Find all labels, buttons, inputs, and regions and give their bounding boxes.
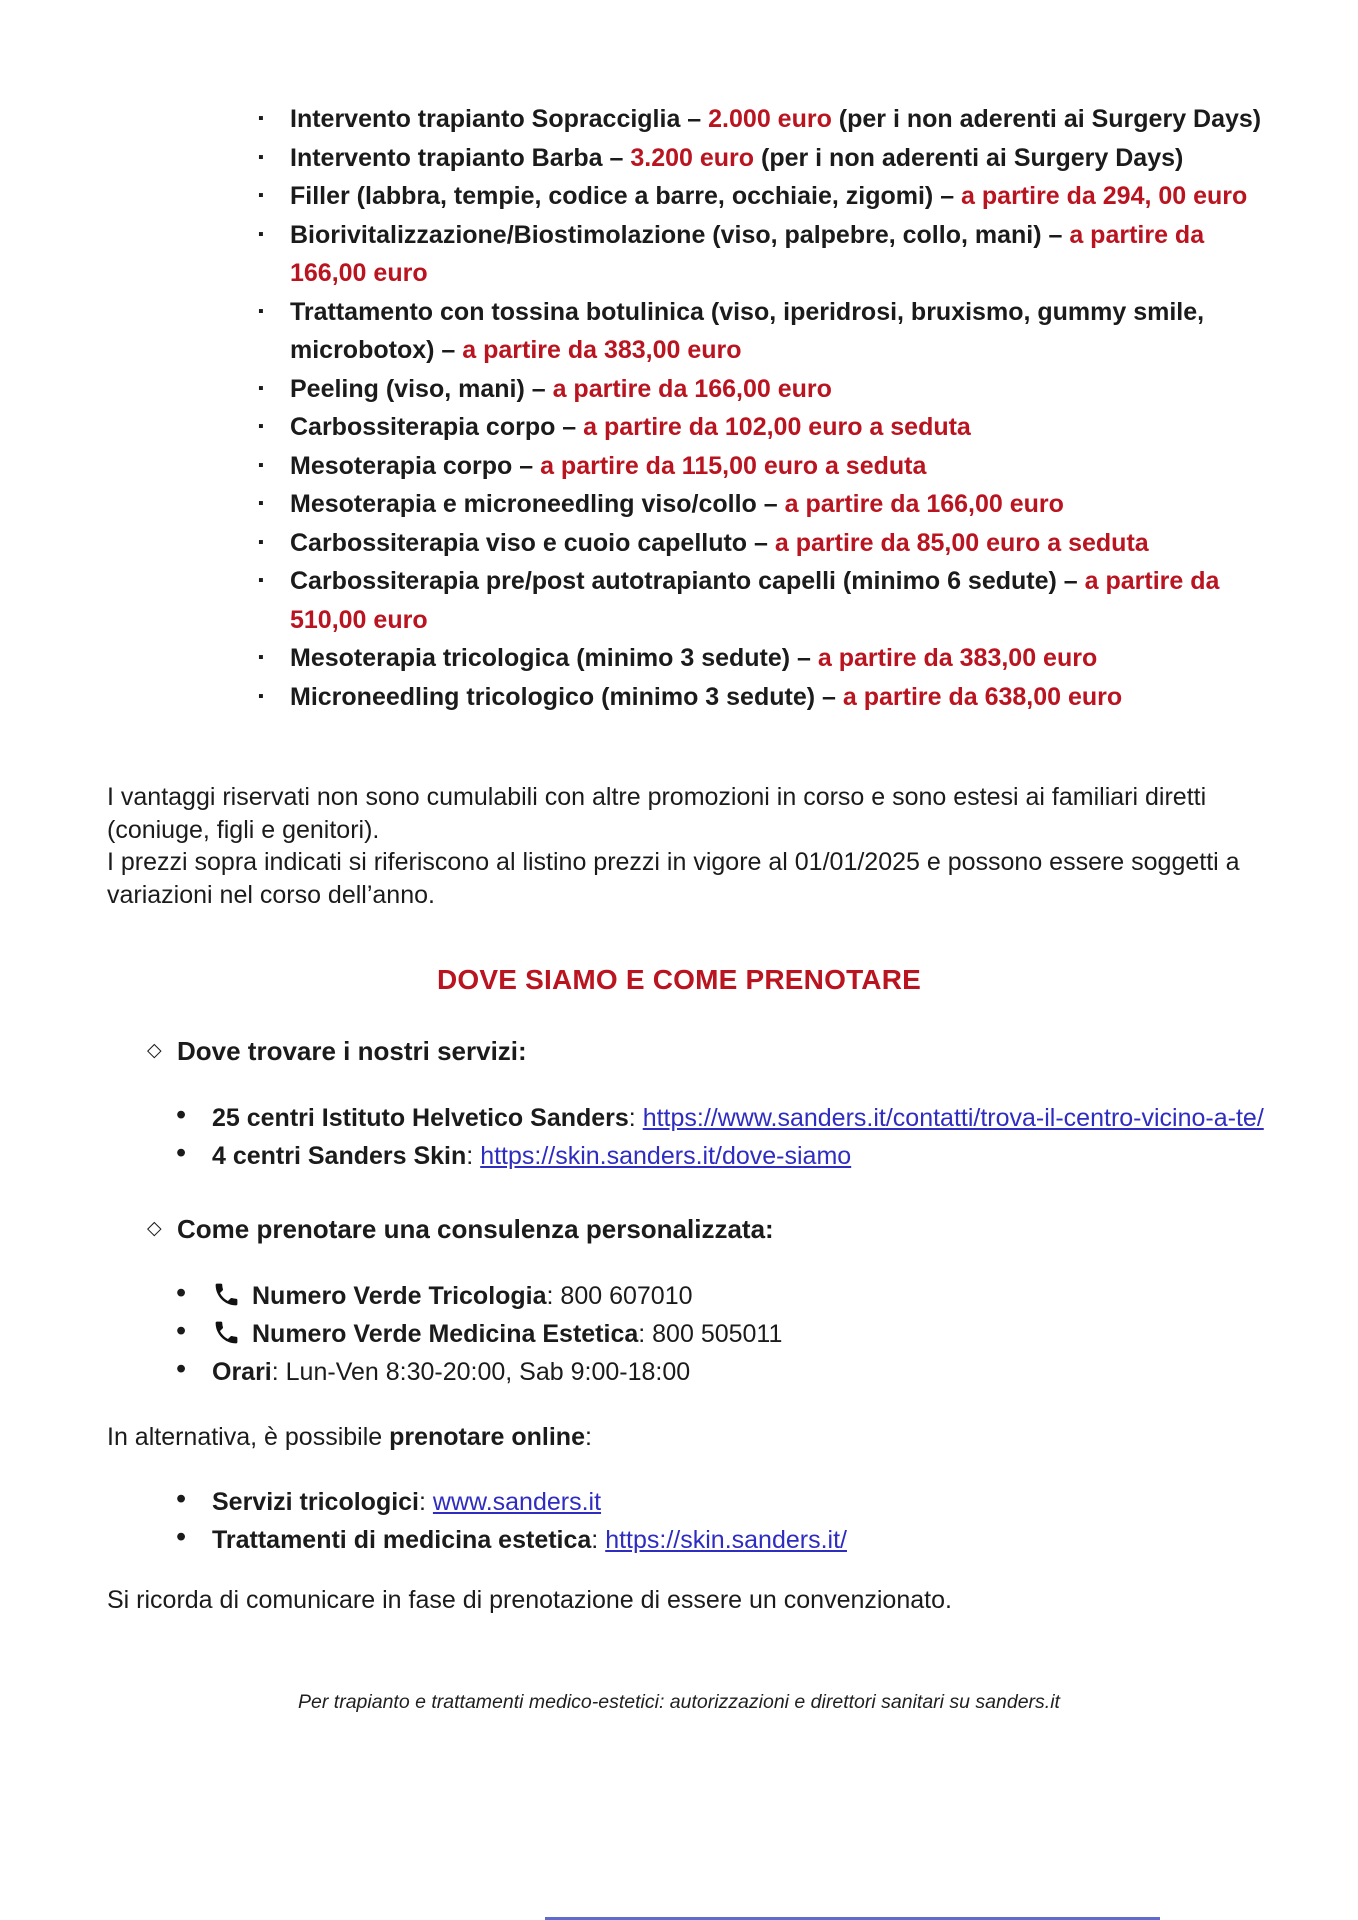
online-item-label: Trattamenti di medicina estetica — [212, 1526, 592, 1554]
treatment-text: Mesoterapia e microneedling viso/collo – — [290, 490, 785, 518]
round-bullet-icon: • — [176, 1137, 187, 1169]
treatment-price: a partire da 383,00 euro — [817, 644, 1098, 672]
round-bullet-icon: • — [176, 1353, 187, 1385]
diamond-bullet-icon: ◇ — [147, 1040, 162, 1061]
round-bullet-icon: • — [176, 1521, 187, 1553]
treatment-suffix: (per i non aderenti ai Surgery Days) — [754, 143, 1184, 172]
square-bullet-icon: ▪ — [258, 110, 264, 127]
treatment-text: Carbossiterapia corpo – — [290, 413, 584, 441]
treatment-price: 3.200 euro — [630, 143, 755, 172]
online-intro — [107, 1421, 1258, 1453]
price-list-item — [256, 678, 1270, 717]
treatment-text: Carbossiterapia viso e cuoio capelluto – — [290, 528, 775, 557]
treatment-text: Filler (labbra, tempie, codice a barre, occhiaie, zigomi) – — [290, 182, 962, 210]
square-bullet-icon: ▪ — [258, 379, 264, 397]
treatment-text: Microneedling tricologico (minimo 3 sedute) – — [290, 682, 843, 711]
price-list-item — [256, 293, 1270, 370]
phone-label: Numero Verde Tricologia — [252, 1282, 547, 1310]
treatment-text: Intervento trapianto Barba – — [290, 143, 631, 172]
phone-number: : 800 607010 — [546, 1282, 693, 1310]
phone-icon — [212, 1318, 241, 1347]
hours-label: Orari — [212, 1358, 272, 1386]
treatment-price: a partire da 166,00 euro — [784, 490, 1064, 518]
online-intro-suffix: : — [584, 1423, 592, 1451]
treatment-text: Intervento trapianto Sopracciglia – — [290, 105, 709, 133]
list-item — [176, 1521, 1270, 1559]
treatment-price: a partire da 85,00 euro a seduta — [774, 528, 1149, 557]
separator: : — [591, 1526, 606, 1554]
price-list-item — [256, 216, 1270, 293]
skin-centers-link[interactable]: https://skin.sanders.it/dove-siamo — [480, 1142, 852, 1170]
where-heading — [147, 1033, 1258, 1069]
price-list-item — [256, 562, 1270, 639]
treatment-price: a partire da 294, 00 euro — [961, 182, 1248, 210]
treatment-price: 2.000 euro — [708, 105, 832, 133]
online-intro-prefix: In alternativa, è possibile — [107, 1423, 390, 1451]
treatment-text: Mesoterapia tricologica (minimo 3 sedute) – — [290, 644, 818, 672]
phone-label: Numero Verde Medicina Estetica — [252, 1320, 639, 1348]
price-list — [256, 100, 1270, 716]
square-bullet-icon: ▪ — [258, 495, 264, 512]
phone-number: : 800 505011 — [638, 1320, 783, 1348]
round-bullet-icon: • — [176, 1315, 187, 1347]
price-list-item — [256, 408, 1270, 447]
diamond-bullet-icon: ◇ — [147, 1218, 162, 1239]
page-title: DOVE SIAMO E COME PRENOTARE — [436, 964, 922, 995]
price-list-item — [256, 447, 1270, 486]
square-bullet-icon: ▪ — [258, 687, 264, 705]
treatment-price: a partire da 115,00 euro a seduta — [540, 451, 927, 480]
booking-list — [176, 1277, 1270, 1391]
booking-heading-label: Come prenotare una consulenza personalizzata: — [177, 1214, 774, 1244]
round-bullet-icon: • — [176, 1483, 187, 1515]
treatment-text: Mesoterapia corpo – — [290, 451, 541, 480]
price-list-item — [256, 524, 1270, 563]
where-heading-label: Dove trovare i nostri servizi: — [177, 1036, 527, 1066]
treatment-suffix: (per i non aderenti ai Surgery Days) — [831, 105, 1262, 133]
treatment-text: Biorivitalizzazione/Biostimolazione (viso, palpebre, collo, mani) – — [290, 220, 1070, 249]
price-list-item — [256, 639, 1270, 678]
treatment-price: a partire da 383,00 euro — [462, 336, 742, 364]
treatment-price: a partire da 102,00 euro a seduta — [583, 413, 971, 441]
treatment-price: a partire da 510,00 euro — [290, 567, 1220, 634]
booking-heading — [147, 1211, 1258, 1247]
hours-value: : Lun-Ven 8:30-20:00, Sab 9:00-18:00 — [271, 1358, 691, 1386]
price-list-item — [256, 177, 1270, 216]
square-bullet-icon: ▪ — [258, 418, 264, 435]
where-item-label: 25 centri Istituto Helvetico Sanders — [212, 1104, 629, 1132]
list-item — [176, 1315, 1270, 1353]
where-list — [176, 1099, 1270, 1175]
square-bullet-icon: ▪ — [258, 533, 264, 551]
list-item — [176, 1099, 1270, 1137]
centers-link[interactable]: https://www.sanders.it/contatti/trova-il-centro-vicino-a-te/ — [642, 1104, 1264, 1132]
square-bullet-icon: ▪ — [258, 302, 264, 320]
online-list — [176, 1483, 1270, 1559]
phone-icon — [212, 1280, 241, 1309]
benefits-paragraph: I vantaggi riservati non sono cumulabili con altre promozioni in corso e sono estesi ai familiari diretti (coniuge, figli e genitori). — [107, 783, 1207, 844]
trichology-link[interactable]: www.sanders.it — [432, 1488, 602, 1516]
square-bullet-icon: ▪ — [258, 456, 264, 474]
price-list-item — [256, 370, 1270, 409]
online-item-label: Servizi tricologici — [212, 1488, 420, 1516]
prices-note-paragraph: I prezzi sopra indicati si riferiscono al listino prezzi in vigore al 01/01/2025 e possono essere soggetti a variazioni nel corso dell’anno. — [107, 848, 1240, 909]
separator: : — [466, 1142, 481, 1170]
notes-block — [107, 781, 1258, 911]
list-item — [176, 1483, 1270, 1521]
footer-note: Per trapianto e trattamenti medico-estetici: autorizzazioni e direttori sanitari su sanders.it — [298, 1691, 1060, 1713]
round-bullet-icon: • — [176, 1277, 187, 1309]
online-intro-bold: prenotare online — [389, 1423, 585, 1451]
aesthetic-link[interactable]: https://skin.sanders.it/ — [605, 1526, 847, 1554]
treatment-price: a partire da 166,00 euro — [552, 374, 832, 403]
separator: : — [419, 1488, 433, 1516]
price-list-item — [256, 100, 1270, 139]
list-item — [176, 1137, 1270, 1175]
reminder-paragraph: Si ricorda di comunicare in fase di prenotazione di essere un convenzionato. — [107, 1586, 952, 1614]
list-item — [176, 1277, 1270, 1315]
treatment-text: Carbossiterapia pre/post autotrapianto capelli (minimo 6 sedute) – — [290, 567, 1085, 595]
square-bullet-icon: ▪ — [258, 572, 264, 589]
square-bullet-icon: ▪ — [258, 649, 264, 666]
treatment-text: Peeling (viso, mani) – — [290, 374, 553, 403]
round-bullet-icon: • — [176, 1099, 187, 1131]
square-bullet-icon: ▪ — [258, 187, 264, 204]
list-item — [176, 1353, 1270, 1391]
separator: : — [628, 1104, 643, 1132]
price-list-item — [256, 485, 1270, 524]
treatment-price: a partire da 166,00 euro — [290, 220, 1205, 287]
where-item-label: 4 centri Sanders Skin — [212, 1142, 467, 1170]
price-list-item — [256, 139, 1270, 178]
treatment-price: a partire da 638,00 euro — [842, 682, 1123, 711]
square-bullet-icon: ▪ — [258, 225, 264, 243]
square-bullet-icon: ▪ — [258, 148, 264, 166]
treatment-text: Trattamento con tossina botulinica (viso, iperidrosi, bruxismo, gummy smile, microbotox) – — [290, 297, 1205, 364]
